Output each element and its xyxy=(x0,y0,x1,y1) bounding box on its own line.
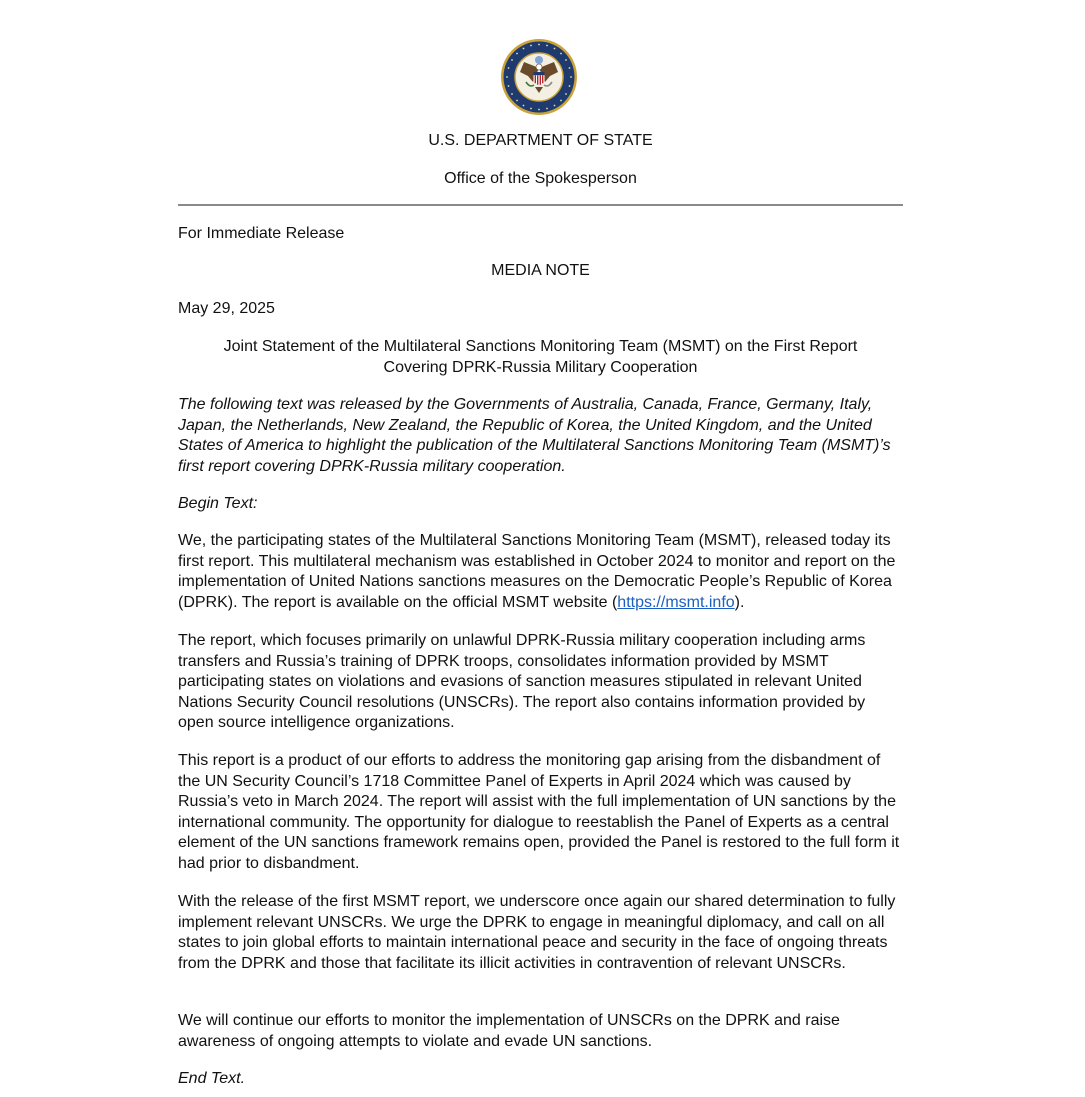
end-text-marker: End Text. xyxy=(178,1070,246,1087)
intro-paragraph: The following text was released by the Governments of Australia, Canada, France, Germany, Italy, Japan, the Netherlands, New Zealand, the Republic of Korea, the United Kingdom, and the United States of America to highlight the publication of the Multilateral Sanctions Monitoring Team (MSMT)’s first report covering DPRK-Russia military cooperation. xyxy=(178,396,891,475)
media-note-heading: MEDIA NOTE xyxy=(491,262,590,279)
paragraph-5: We will continue our efforts to monitor the implementation of UNSCRs on the DPRK and raise awareness of ongoing attempts to violate and evade UN sanctions. xyxy=(178,1012,840,1050)
statement-title-line-2: Covering DPRK-Russia Military Cooperation xyxy=(383,358,698,376)
department-of-state-seal-icon xyxy=(500,38,578,116)
release-label: For Immediate Release xyxy=(178,225,345,242)
release-date: May 29, 2025 xyxy=(178,300,275,317)
statement-title-line-1: Joint Statement of the Multilateral Sanctions Monitoring Team (MSMT) on the First Report xyxy=(223,338,858,355)
department-name: U.S. DEPARTMENT OF STATE xyxy=(428,132,653,149)
paragraph-4: With the release of the first MSMT report, we underscore once again our shared determination to fully implement relevant UNSCRs. We urge the DPRK to engage in meaningful diplomacy, and call on all states to join global efforts to maintain international peace and security in the face of ongoing threats from the DPRK and those that facilitate its illicit activities in contravention of relevant UNSCRs. xyxy=(178,893,896,972)
msmt-website-link[interactable]: https://msmt.info xyxy=(617,593,735,611)
paragraph-1 xyxy=(178,531,903,613)
paragraph-1-text: We, the participating states of the Multilateral Sanctions Monitoring Team (MSMT), released today its first report. This multilateral mechanism was established in October 2024 to monitor and report on the implementation of United Nations sanctions measures on the Democratic People’s Republic of Korea (DPRK). The report is available on the official MSMT website ( xyxy=(178,532,896,611)
paragraph-1-text-end: ). xyxy=(734,593,745,611)
statement-title xyxy=(178,337,903,378)
office-name: Office of the Spokesperson xyxy=(444,170,637,187)
begin-text-marker: Begin Text: xyxy=(178,495,258,512)
paragraph-3: This report is a product of our efforts to address the monitoring gap arising from the disbandment of the UN Security Council’s 1718 Committee Panel of Experts in April 2024 which was caused by Russia’s veto in March 2024. The report will assist with the full implementation of UN sanctions by the international community. The opportunity for dialogue to reestablish the Panel of Experts as a central element of the UN sanctions framework remains open, provided the Panel is restored to the full form it had prior to disbandment. xyxy=(178,752,900,872)
paragraph-2: The report, which focuses primarily on unlawful DPRK-Russia military cooperation including arms transfers and Russia’s training of DPRK troops, consolidates information provided by MSMT participating states on violations and evasions of sanction measures stipulated in relevant United Nations Security Council resolutions (UNSCRs). The report also contains information provided by open source intelligence organizations. xyxy=(178,632,866,732)
header-divider xyxy=(178,204,903,206)
seal-graphic xyxy=(500,38,578,116)
